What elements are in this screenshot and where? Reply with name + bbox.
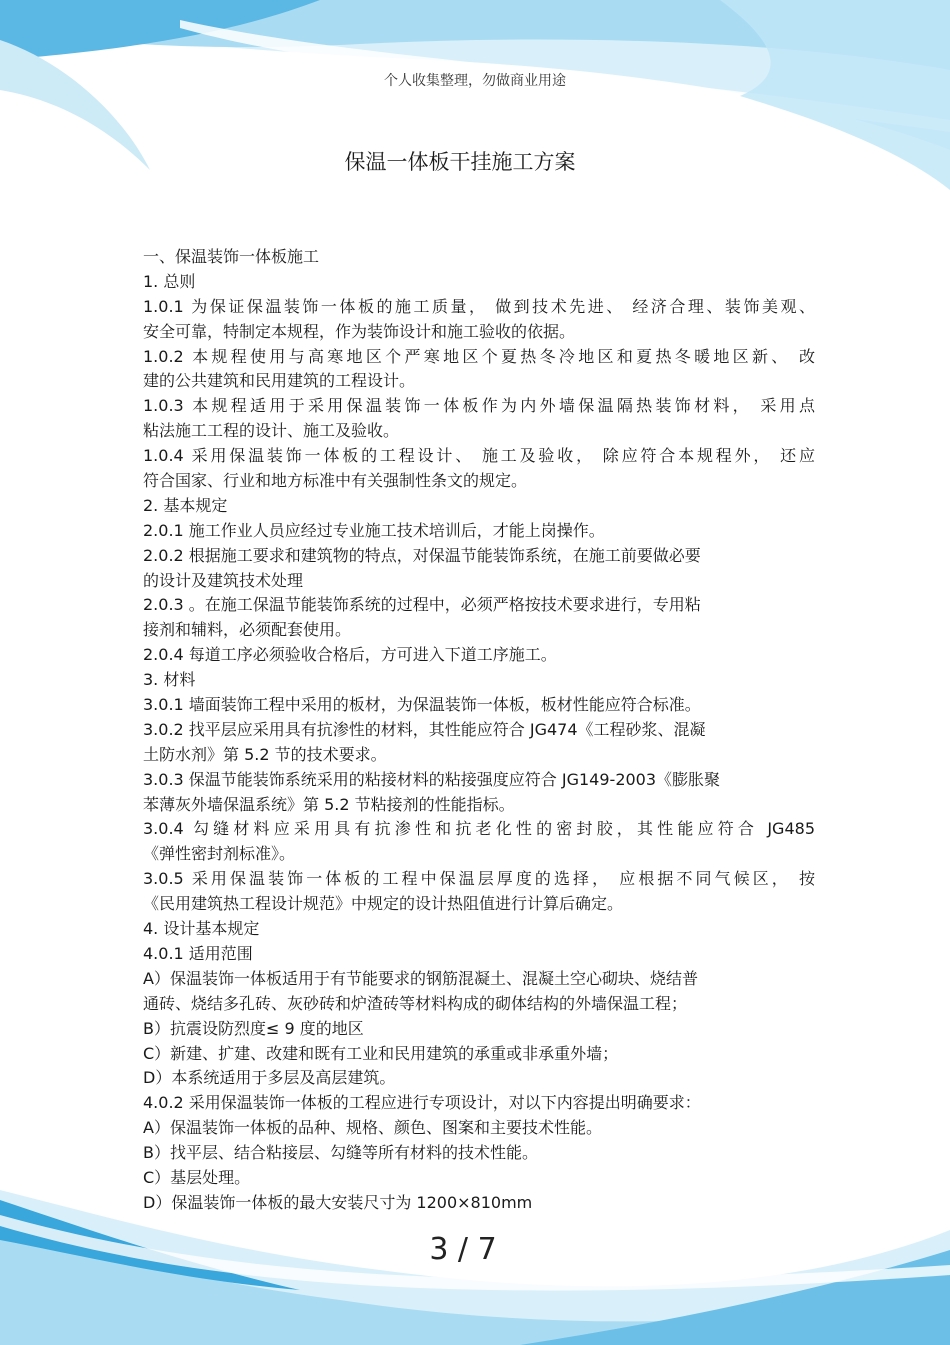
- document-body: [143, 245, 815, 1216]
- body-line: 苯薄灰外墙保温系统》第 5.2 节粘接剂的性能指标。: [143, 794, 515, 814]
- body-line: 1.0.2 本规程使用与高寒地区个严寒地区个夏热冬冷地区和夏热冬暖地区新、 改: [143, 346, 815, 366]
- body-line: 土防水剂》第 5.2 节的技术要求。: [143, 744, 387, 764]
- body-line: 粘法施工工程的设计、施工及验收。: [143, 421, 400, 441]
- body-line: 2. 基本规定: [143, 495, 228, 515]
- body-line: 3. 材料: [143, 670, 196, 690]
- body-line: 《弹性密封剂标准》。: [143, 844, 296, 864]
- body-line: 建的公共建筑和民用建筑的工程设计。: [143, 371, 416, 391]
- body-line: 2.0.1 施工作业人员应经过专业施工技术培训后，才能上岗操作。: [143, 520, 605, 540]
- body-line: A）保温装饰一体板适用于有节能要求的钢筋混凝土、混凝土空心砌块、烧结普: [143, 968, 698, 988]
- body-line: 符合国家、行业和地方标准中有关强制性条文的规定。: [143, 471, 528, 491]
- body-line: 2.0.3 。在施工保温节能装饰系统的过程中，必须严格按技术要求进行，专用粘: [143, 595, 701, 615]
- body-line: D）保温装饰一体板的最大安装尺寸为 1200×810mm: [143, 1192, 533, 1212]
- body-line: 4.0.2 采用保温装饰一体板的工程应进行专项设计，对以下内容提出明确要求：: [143, 1093, 701, 1113]
- body-line: 2.0.4 每道工序必须验收合格后，方可进入下道工序施工。: [143, 645, 557, 665]
- body-line: A）保温装饰一体板的品种、规格、颜色、图案和主要技术性能。: [143, 1118, 602, 1138]
- body-line: 安全可靠，特制定本规程，作为装饰设计和施工验收的依据。: [143, 321, 576, 341]
- body-line: 3.0.3 保温节能装饰系统采用的粘接材料的粘接强度应符合 JG149-2003《膨胀聚: [143, 769, 721, 789]
- body-line: 3.0.1 墙面装饰工程中采用的板材，为保温装饰一体板，板材性能应符合标准。: [143, 695, 701, 715]
- header-note: 个人收集整理，勿做商业用途: [384, 73, 566, 89]
- body-line: 4. 设计基本规定: [143, 919, 260, 939]
- body-line: B）抗震设防烈度≤ 9 度的地区: [143, 1018, 364, 1038]
- body-line: 3.0.4 勾缝材料应采用具有抗渗性和抗老化性的密封胶，其性能应符合 JG485: [143, 819, 815, 839]
- body-line: 通砖、烧结多孔砖、灰砂砖和炉渣砖等材料构成的砌体结构的外墙保温工程；: [143, 993, 688, 1013]
- body-line: 2.0.2 根据施工要求和建筑物的特点，对保温节能装饰系统，在施工前要做必要: [143, 545, 701, 565]
- body-line: B）找平层、结合粘接层、勾缝等所有材料的技术性能。: [143, 1143, 538, 1163]
- document-title: 保温一体板干挂施工方案: [344, 150, 576, 174]
- page-number: 3 / 7: [429, 1232, 497, 1267]
- body-line: 3.0.2 找平层应采用具有抗渗性的材料，其性能应符合 JG474《工程砂浆、混凝: [143, 719, 706, 739]
- body-line: 4.0.1 适用范围: [143, 943, 253, 963]
- body-line: 1.0.3 本规程适用于采用保温装饰一体板作为内外墙保温隔热装饰材料， 采用点: [143, 396, 815, 416]
- body-line: 接剂和辅料，必须配套使用。: [143, 620, 352, 640]
- body-line: 1. 总则: [143, 271, 196, 291]
- body-line: 的设计及建筑技术处理: [143, 570, 304, 590]
- body-line: C）基层处理。: [143, 1167, 251, 1187]
- body-line: 《民用建筑热工程设计规范》中规定的设计热阻值进行计算后确定。: [143, 894, 624, 914]
- body-line: 3.0.5 采用保温装饰一体板的工程中保温层厚度的选择， 应根据不同气候区， 按: [143, 869, 815, 889]
- body-line: 1.0.4 采用保温装饰一体板的工程设计、 施工及验收， 除应符合本规程外， 还应: [143, 446, 815, 466]
- body-line: C）新建、扩建、改建和既有工业和民用建筑的承重或非承重外墙；: [143, 1043, 619, 1063]
- body-line: 一、保温装饰一体板施工: [143, 247, 320, 266]
- body-line: 1.0.1 为保证保温装饰一体板的施工质量， 做到技术先进、 经济合理、装饰美观、: [143, 296, 815, 316]
- body-line: D）本系统适用于多层及高层建筑。: [143, 1068, 396, 1088]
